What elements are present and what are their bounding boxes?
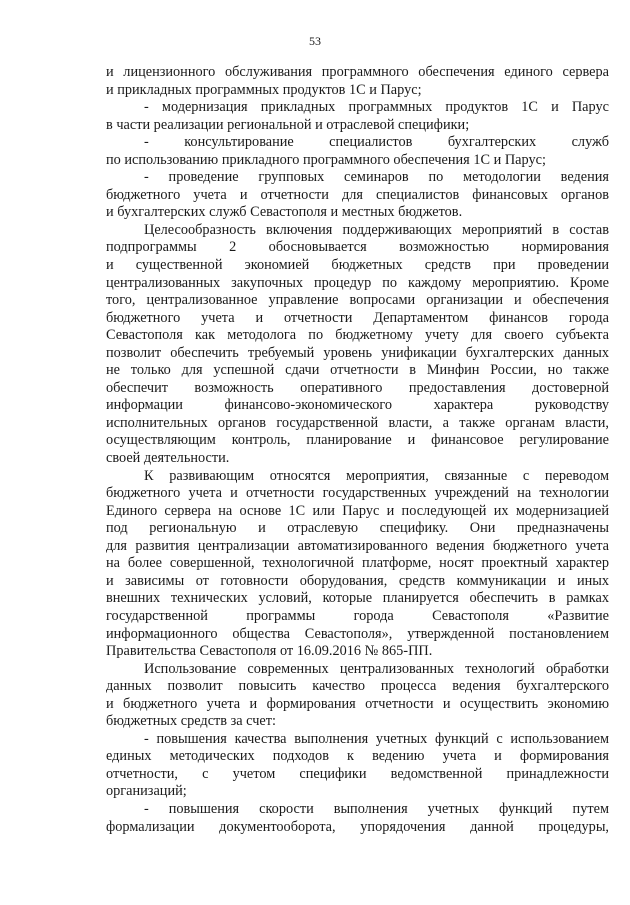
- text-line: под региональную и отраслевую специфику. Они предназначены: [106, 520, 609, 537]
- text-line: и зависимы от готовности оборудования, средств коммуникации и иных: [106, 572, 609, 589]
- text-line: и лицензионного обслуживания программного обеспечения единого сервера: [106, 64, 609, 80]
- text-line: подпрограммы 2 обосновывается возможностью нормирования: [106, 239, 609, 256]
- text-line: на более совершенной, технологичной платформе, носят проектный характер: [106, 555, 609, 572]
- text-line: - повышения скорости выполнения учетных функций путем: [144, 800, 609, 817]
- page-number: 53: [309, 34, 321, 48]
- text-line: централизованных закупочных процедур по каждому мероприятию. Кроме: [106, 274, 609, 291]
- text-line: для развития централизации автоматизированного ведения бюджетного учета: [106, 537, 609, 554]
- text-line: информации финансово-экономического характера руководству: [106, 397, 609, 414]
- text-line: и бухгалтерских служб Севастополя и местных бюджетов.: [106, 204, 463, 221]
- text-line: не только для успешной сдачи отчетности в Минфин России, но также: [106, 362, 609, 379]
- text-line: бюджетных средств за счет:: [106, 713, 276, 730]
- text-line: осуществляющим контроль, планирование и финансовое регулирование: [106, 432, 609, 449]
- text-line: исполнительных органов государственной власти, а также органам власти,: [106, 414, 609, 431]
- text-line: К развивающим относятся мероприятия, связанные с переводом: [144, 467, 609, 484]
- text-line: - проведение групповых семинаров по методологии ведения: [144, 169, 609, 186]
- text-line: бюджетного учета и отчетности Департаментом финансов города: [106, 309, 609, 326]
- text-line: Использование современных централизованных технологий обработки: [144, 660, 609, 677]
- text-line: - консультирование специалистов бухгалтерских служб: [144, 134, 609, 151]
- text-line: Целесообразность включения поддерживающих мероприятий в состав: [144, 221, 609, 238]
- text-line: и прикладных программных продуктов 1С и Парус;: [106, 81, 422, 98]
- text-line: и бюджетного учета и формирования отчетности и осуществить экономию: [106, 695, 609, 712]
- document-body: [106, 64, 609, 836]
- text-line: организаций;: [106, 783, 187, 800]
- text-line: - модернизация прикладных программных продуктов 1С и Парус: [144, 99, 609, 116]
- text-line: обеспечит возможность оперативного предоставления достоверной: [106, 379, 609, 396]
- text-line: в части реализации региональной и отраслевой специфики;: [106, 116, 470, 133]
- text-line: - повышения качества выполнения учетных функций с использованием: [144, 730, 609, 747]
- text-line: государственной программы города Севастополя «Развитие: [106, 607, 609, 624]
- text-line: позволит обеспечить требуемый уровень унификации бухгалтерских данных: [106, 344, 609, 361]
- text-line: формализации документооборота, упорядочения данной процедуры,: [106, 818, 609, 835]
- text-line: бюджетного учета и отчетности для специалистов финансовых органов: [106, 186, 609, 203]
- text-line: того, централизованное управление вопросами организации и обеспечения: [106, 292, 609, 309]
- text-line: единых методических подходов к ведению учета и формирования: [106, 748, 609, 765]
- text-line: и существенной экономией бюджетных средств при проведении: [106, 257, 609, 274]
- text-line: информационного общества Севастополя», утвержденной постановлением: [106, 625, 609, 642]
- text-line: бюджетного учета и отчетности государственных учреждений на технологии: [106, 485, 609, 502]
- text-line: внешних технических условий, которые планируется обеспечить в рамках: [106, 590, 609, 607]
- text-line: по использованию прикладного программного обеспечения 1С и Парус;: [106, 151, 546, 168]
- text-line: отчетности, с учетом специфики ведомственной принадлежности: [106, 765, 609, 782]
- text-line: Правительства Севастополя от 16.09.2016 № 865-ПП.: [106, 643, 433, 660]
- text-line: своей деятельности.: [106, 450, 230, 467]
- text-line: Единого сервера на основе 1С или Парус и последующей их модернизацией: [106, 502, 609, 519]
- text-line: Севастополя как методолога по бюджетному учету для своего субъекта: [106, 327, 609, 344]
- text-line: данных позволит повысить качество процесса ведения бухгалтерского: [106, 678, 609, 695]
